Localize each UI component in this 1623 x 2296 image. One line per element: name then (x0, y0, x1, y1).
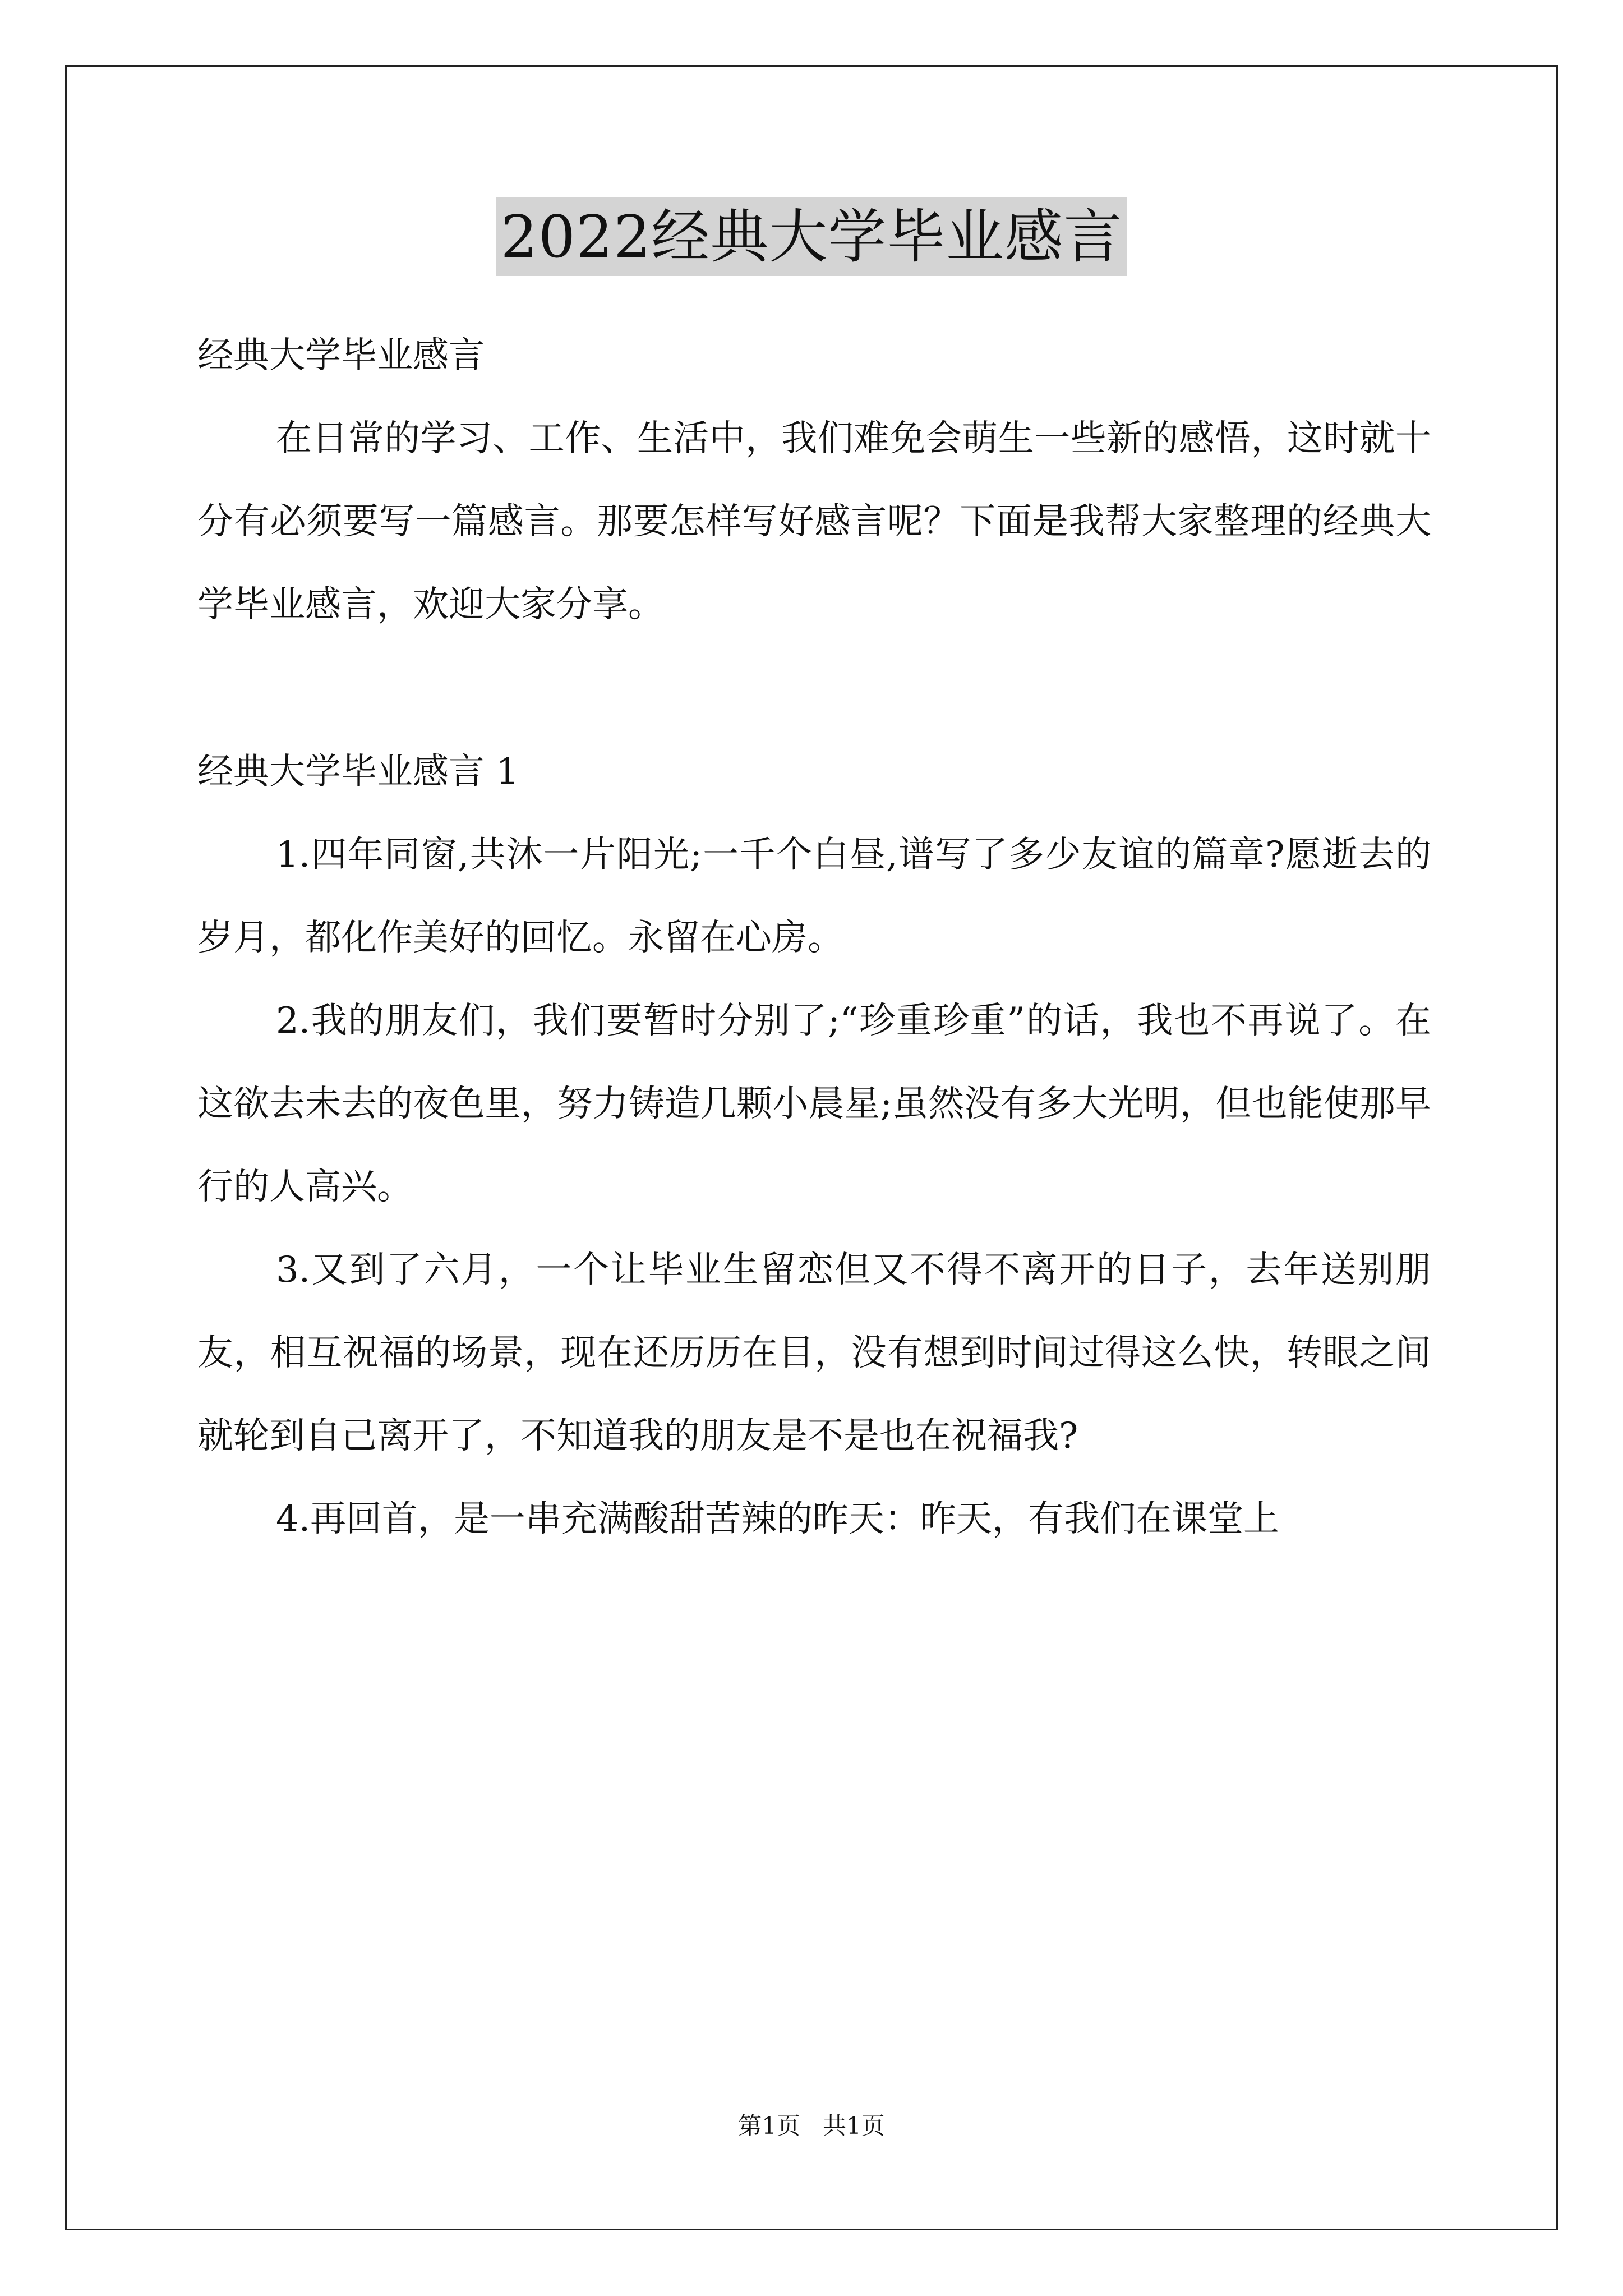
page-footer (0, 2109, 1623, 2143)
title-container (0, 197, 1623, 276)
spacer (197, 646, 1431, 730)
paragraph-4: 4.再回首，是一串充满酸甜苦辣的昨天：昨天，有我们在课堂上 (276, 1498, 1280, 1540)
paragraph-1: 1.四年同窗,共沐一片阳光;一千个白昼,谱写了多少友谊的篇章?愿逝去的岁月，都化作美好的回忆。永留在心房。 (197, 834, 1431, 959)
paragraph-3: 3.又到了六月，一个让毕业生留恋但又不得不离开的日子，去年送别朋友，相互祝福的场景，现在还历历在目，没有想到时间过得这么快，转眼之间就轮到自己离开了，不知道我的朋友是不是也在祝福我? (197, 1249, 1431, 1457)
page-total: 共1页 (823, 2112, 885, 2139)
document-body (197, 314, 1431, 1561)
document-title: 2022经典大学毕业感言 (496, 197, 1127, 276)
intro-paragraph: 在日常的学习、工作、生活中，我们难免会萌生一些新的感悟，这时就十分有必须要写一篇感言。那要怎样写好感言呢？下面是我帮大家整理的经典大学毕业感言，欢迎大家分享。 (197, 418, 1431, 625)
section-heading: 经典大学毕业感言 1 (197, 751, 519, 793)
subheading: 经典大学毕业感言 (197, 335, 485, 376)
page-number: 第1页 (738, 2112, 800, 2139)
paragraph-2: 2.我的朋友们，我们要暂时分别了;“珍重珍重”的话，我也不再说了。在这欲去未去的夜色里，努力铸造几颗小晨星;虽然没有多大光明，但也能使那早行的人高兴。 (197, 1000, 1431, 1208)
